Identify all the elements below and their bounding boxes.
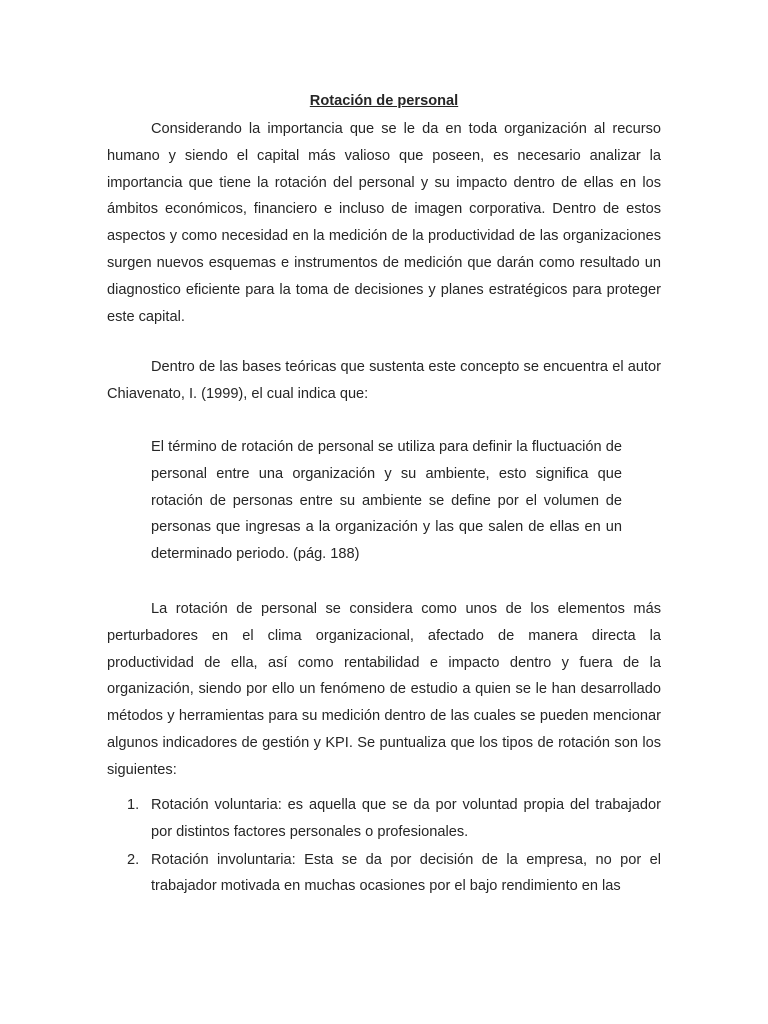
list-item [107,792,661,846]
list-item-text: Rotación involuntaria: Esta se da por decisión de la empresa, no por el trabajador motivada en muchas ocasiones por el bajo rendimiento en las [151,851,661,895]
paragraph-intro: Considerando la importancia que se le da en toda organización al recurso humano y siendo el capital más valioso que poseen, es necesario analizar la importancia que tiene la rotación del personal y su impacto dentro de ellas en los ámbitos económicos, financiero e incluso de imagen corporativa. Dentro de estos aspectos y como necesidad en la medición de la productividad de las organizaciones surgen nuevos esquemas e instrumentos de medición que darán como resultado un diagnostico eficiente para la toma de decisiones y planes estratégicos para proteger este capital. [107,121,661,325]
list-item-text: Rotación voluntaria: es aquella que se da por voluntad propia del trabajador por distintos factores personales o profesionales. [151,797,661,840]
list-item [107,847,661,901]
block-quote: El término de rotación de personal se utiliza para definir la fluctuación de personal entre una organización y su ambiente, esto significa que rotación de personas entre su ambiente se define por el volumen de personas que ingresas a la organización y las que salen de ellas en un determinado periodo. (pág. 188) [151,439,622,563]
document-title: Rotación de personal [309,93,459,109]
paragraph-rotation: La rotación de personal se considera como unos de los elementos más perturbadores en el clima organizacional, afectado de manera directa la productividad de ella, así como rentabilidad e impacto dentro y fuera de la organización, siendo por ello un fenómeno de estudio a quien se le han desarrollado métodos y herramientas para su medición dentro de las cuales se pueden mencionar algunos indicadores de gestión y KPI. Se puntualiza que los tipos de rotación son los siguientes: [107,601,661,778]
list-marker: 1. [127,797,140,813]
paragraph-theory: Dentro de las bases teóricas que sustenta este concepto se encuentra el autor Chiavenato, I. (1999), el cual indica que: [107,359,661,402]
rotation-types-list [107,792,661,901]
list-marker: 2. [127,851,140,868]
